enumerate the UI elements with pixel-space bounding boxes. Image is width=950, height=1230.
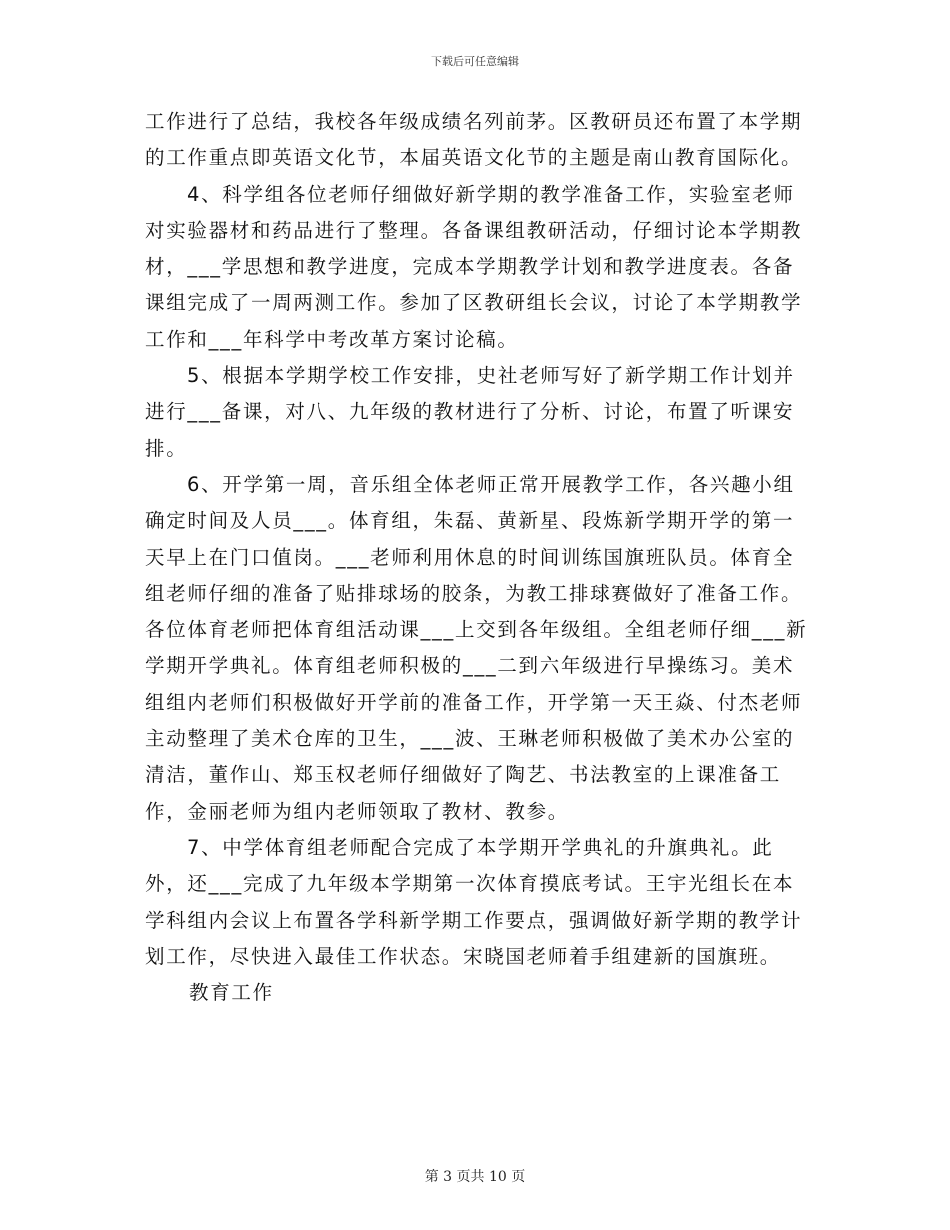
- paragraph-item-5: 5、根据本学期学校工作安排，史社老师写好了新学期工作计划并进行___备课，对八、九年级的教材进行了分析、讨论，布置了听课安排。: [145, 364, 795, 460]
- page-number-footer: 第 3 页共 10 页: [424, 1169, 526, 1185]
- document-body: [145, 104, 815, 1011]
- paragraph-item-7: 7、中学体育组老师配合完成了本学期开学典礼的升旗典礼。此外，还___完成了九年级本学期第一次体育摸底考试。王宇光组长在本学科组内会议上布置各学科新学期工作要点，强调做好新学期的教学计划工作，尽快进入最佳工作状态。宋晓国老师着手组建新的国旗班。: [145, 835, 803, 968]
- page-header: 下载后可任意编辑: [431, 55, 519, 68]
- section-heading: 教育工作: [189, 981, 274, 1005]
- paragraph-item-4: 4、科学组各位老师仔细做好新学期的教学准备工作，实验室老师对实验器材和药品进行了整理。各备课组教研活动，仔细讨论本学期教材，___学思想和教学进度，完成本学期教学计划和教学进度表。各备课组完成了一周两测工作。参加了区教研组长会议，讨论了本学期教学工作和___年科学中考改革方案讨论稿。: [145, 182, 803, 351]
- paragraph-item-6: 6、开学第一周，音乐组全体老师正常开展教学工作，各兴趣小组确定时间及人员___。体育组，朱磊、黄新星、段炼新学期开学的第一天早上在门口值岗。___老师利用休息的时间训练国旗班队员。体育全组老师仔细的准备了贴排球场的胶条，为教工排球赛做好了准备工作。各位体育老师把体育组活动课___上交到各年级组。全组老师仔细___新学期开学典礼。体育组老师积极的___二到六年级进行早操练习。美术组组内老师们积极做好开学前的准备工作，开学第一天王焱、付杰老师主动整理了美术仓库的卫生，___波、王琳老师积极做了美术办公室的清洁，董作山、郑玉权老师仔细做好了陶艺、书法教室的上课准备工作，金丽老师为组内老师领取了教材、教参。: [145, 472, 808, 823]
- paragraph-continuation: 工作进行了总结，我校各年级成绩名列前茅。区教研员还布置了本学期的工作重点即英语文化节，本届英语文化节的主题是南山教育国际化。: [145, 110, 803, 170]
